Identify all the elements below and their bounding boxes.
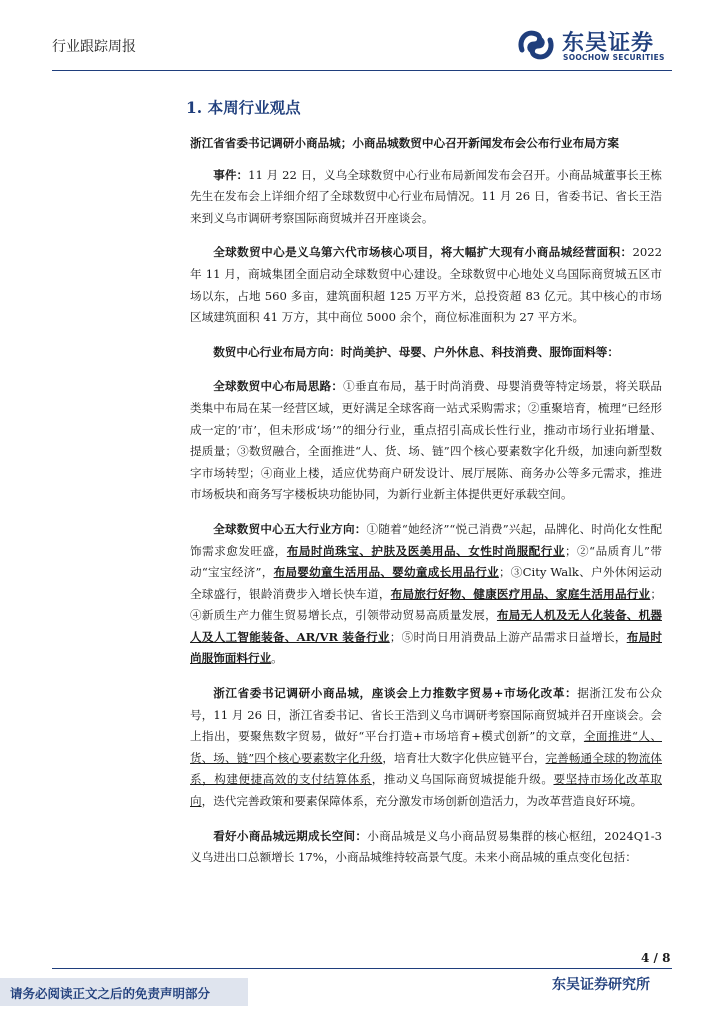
paragraph-layout-approach (190, 376, 662, 506)
five-directions-highlight-1: 布局时尚珠宝、护肤及医美用品、女性时尚服配行业 (286, 543, 565, 558)
provincial-visit-highlight-2: 完善畅通全球的物流体系，构建便捷高效的支付结算体系 (190, 750, 662, 787)
outlook-lead: 看好小商品城远期成长空间： (213, 828, 368, 843)
five-directions-text-5: ；⑤时尚日用消费品上游产品需求日益增长， (389, 629, 627, 644)
five-directions-highlight-5: 布局时尚服饰面料行业 (190, 629, 662, 666)
brand-logo (516, 26, 676, 66)
paragraph-core-project (190, 242, 662, 328)
section-title: 1. 本周行业观点 (186, 98, 301, 117)
page-number: 4 / 8 (641, 951, 671, 965)
five-directions-text-4: ；④新质生产力催生贸易增长点，引领带动贸易高质量发展， (190, 586, 662, 623)
event-text: 11 月 22 日，义乌全球数贸中心行业布局新闻发布会召开。小商品城董事长王栋先生在发布会上详细介绍了全球数贸中心行业布局情况。11 月 26 日，省委书记、省长王浩来到义乌市调研考察国际商贸城并召开座谈会。 (190, 167, 662, 225)
core-project-text: 2022 年 11 月，商城集团全面启动全球数贸中心建设。全球数贸中心地处义乌国际商贸城五区市场以东，占地 560 多亩，建筑面积超 125 万平方米，总投资超 83 亿元。其中核心的市场区域建筑面积 41 万方，其中商位 5000 余个，商位标准面积为 27 平方米。 (190, 245, 662, 325)
research-institute-label: 东吴证券研究所 (552, 977, 650, 993)
five-directions-text-3: ；③City Walk、户外休闲运动全球盛行，银龄消费步入增长快车道， (190, 565, 662, 601)
five-directions-lead: 全球数贸中心五大行业方向： (213, 521, 367, 536)
provincial-visit-text-1: 据浙江发布公众号，11 月 26 日，浙江省委书记、省长王浩到义乌市调研考察国际商贸城并召开座谈会。会上指出，要聚焦数字贸易，做好“平台打造+市场培育+模式创新”的文章， (190, 686, 662, 744)
paragraph-layout-direction (190, 342, 662, 364)
disclaimer-banner (0, 978, 248, 1006)
brand-name-cn: 东吴证券 (562, 31, 655, 56)
event-label: 事件： (213, 167, 249, 182)
report-type-label: 行业跟踪周报 (52, 39, 136, 55)
five-directions-highlight-4: 布局无人机及无人化装备、机器人及人工智能装备、AR/VR 装备行业 (190, 608, 662, 644)
provincial-visit-text-4: ，迭代完善政策和要素保障体系，充分激发市场创新创造活力，为改革营造良好环境。 (201, 794, 643, 809)
paragraph-provincial-visit (190, 683, 662, 813)
layout-approach-lead: 全球数贸中心布局思路： (213, 379, 344, 394)
provincial-visit-text-2: ，培育壮大数字化供应链平台， (382, 750, 546, 765)
provincial-visit-lead: 浙江省委书记调研小商品城，座谈会上力推数字贸易+市场化改革： (213, 686, 578, 701)
footer-divider (52, 968, 672, 969)
soochow-logo-icon (516, 26, 556, 64)
brand-name-en: SOOCHOW SECURITIES (563, 53, 665, 62)
outlook-text: 小商品城是义乌小商品贸易集群的核心枢纽，2024Q1-3 义乌进出口总额增长 17%，小商品城维持较高景气度。未来小商品城的重点变化包括： (190, 828, 662, 865)
paragraph-outlook (190, 826, 662, 869)
five-directions-text-6: 。 (271, 651, 283, 666)
layout-direction-lead: 数贸中心行业布局方向：时尚美护、母婴、户外休息、科技消费、服饰面料等： (213, 344, 619, 359)
provincial-visit-text-3: ，推动义乌国际商贸城提能升级。 (371, 772, 554, 787)
five-directions-text-1: ①随着“她经济”“悦己消费”兴起，品牌化、时尚化女性配饰需求愈发旺盛， (190, 521, 662, 558)
five-directions-highlight-3: 布局旅行好物、健康医疗用品、家庭生活用品行业 (390, 586, 651, 601)
core-project-lead: 全球数贸中心是义乌第六代市场核心项目，将大幅扩大现有小商品城经营面积： (213, 245, 633, 260)
header-divider (52, 70, 672, 71)
five-directions-highlight-2: 布局婴幼童生活用品、婴幼童成长用品行业 (273, 565, 499, 580)
provincial-visit-highlight-1: 全面推进“人、货、场、链”四个核心要素数字化升级 (190, 729, 662, 765)
paragraph-event (190, 165, 662, 230)
layout-approach-text: ①垂直布局，基于时尚消费、母婴消费等特定场景，将关联品类集中布局在某一经营区域，更好满足全球客商一站式采购需求；②重聚培育，梳理“已经形成一定的‘市’，但未形成‘场’”的细分行业，重点招引高成长性行业，推动市场行业拓增量、提质量；③数贸融合，全面推进“人、货、场、链”四个核心要素数字化升级，加速向新型数字市场转型；④商业上楼，适应优势商户研发设计、展厅展陈、商务办公等多元需求，推进市场板块和商务写字楼板块功能协同，为新行业新主体提供更好承载空间。 (190, 379, 662, 502)
disclaimer-text: 请务必阅读正文之后的免责声明部分 (10, 986, 211, 1001)
paragraph-five-directions (190, 519, 662, 670)
five-directions-text-2: ；②“品质育儿”带动“宝宝经济”， (190, 543, 662, 580)
report-body (190, 133, 662, 882)
headline: 浙江省省委书记调研小商品城；小商品城数贸中心召开新闻发布会公布行业布局方案 (190, 136, 619, 150)
provincial-visit-highlight-3: 要坚持市场化改革取向 (190, 772, 662, 809)
